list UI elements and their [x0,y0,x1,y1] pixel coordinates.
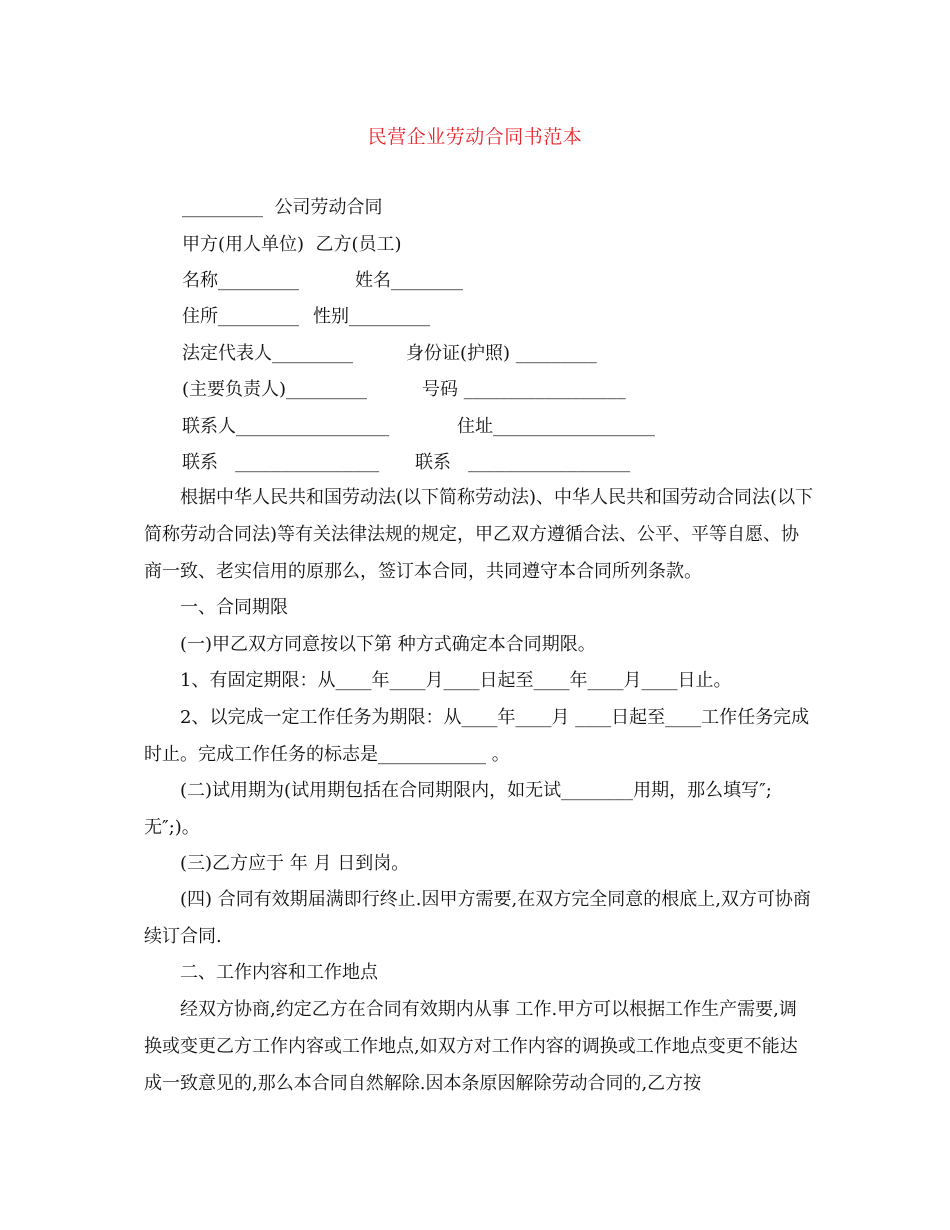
section-1-clause-4: (四) 合同有效期届满即行终止.因甲方需要,在双方完全同意的根底上,双方可协商续订合同. [144,889,811,947]
id-passport-field: 身份证(护照) _________ [406,343,597,364]
intro-paragraph: 根据中华人民共和国劳动法(以下简称劳动法)、中华人民共和国劳动合同法(以下简称劳动合同法)等有关法律法规的规定，甲乙双方遵循合法、公平、平等自愿、协商一致、老实信用的原那么，签订本合同，共同遵守本合同所列条款。 [144,487,814,582]
section-1-clause-2: (二)试用期为(试用期包括在合同期限内，如无试________用期，那么填写″;无″;)。 [144,780,772,838]
chief-responsible-field: (主要负责人)_________ [182,379,368,400]
party-b-gender-field: 性别_________ [313,306,430,327]
party-b-contact-field: 联系 __________________ [415,452,631,473]
id-number-field: 号码 __________________ [422,379,626,400]
parties-line: 甲方(用人单位) 乙方(员工) [182,234,402,255]
party-a-contact-field: 联系 ________________ [182,452,380,473]
legal-representative-field: 法定代表人_________ [182,343,353,364]
section-1-clause-1: (一)甲乙双方同意按以下第 种方式确定本合同期限。 [180,634,596,655]
party-a-name-field: 名称_________ [182,270,299,291]
contact-person-field: 联系人_________________ [182,416,389,437]
document-title: 民营企业劳动合同书范本 [367,126,583,148]
section-2-body: 经双方协商,约定乙方在合同有效期内从事 工作.甲方可以根据工作生产需要,调换或变更乙方工作内容或工作地点,如双方对工作内容的调换或工作地点变更不能达成一致意见的,那么本合同自然解除.因本条原因解除劳动合同的,乙方按 [144,999,798,1094]
section-1-clause-1b: 2、以完成一定工作任务为期限：从____年____月 ____日起至____工作任务完成时止。完成工作任务的标志是____________ 。 [144,707,810,765]
party-b-name-field: 姓名________ [355,270,463,291]
section-1-clause-3: (三)乙方应于 年 月 日到岗。 [180,853,410,874]
party-b-address-field: 住址__________________ [457,416,655,437]
section-2-heading: 二、工作内容和工作地点 [180,962,378,983]
party-a-address-field: 住所_________ [182,306,299,327]
company-contract-line: _________ 公司劳动合同 [182,197,383,218]
section-1-clause-1a: 1、有固定期限：从____年____月____日起至____年____月____日止。 [180,670,732,691]
section-1-heading: 一、合同期限 [180,597,288,618]
